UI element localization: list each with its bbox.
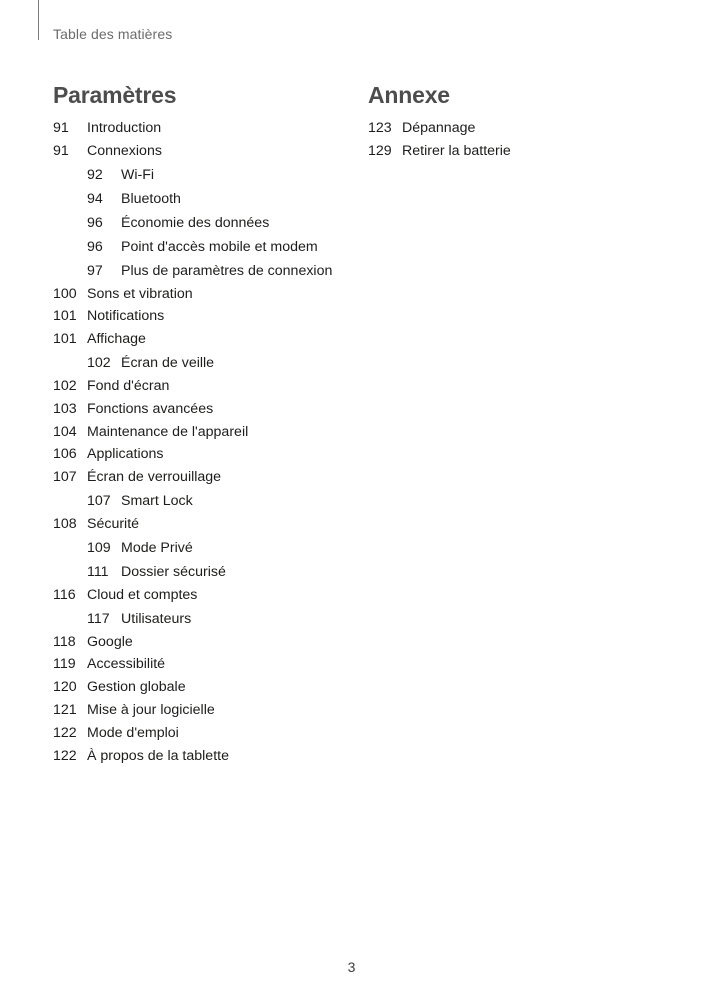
toc-page-number: 101 [53,308,77,325]
toc-entry[interactable] [53,117,353,140]
toc-label: Mode Privé [121,539,193,556]
toc-entry[interactable] [53,631,353,654]
toc-entry[interactable] [53,513,353,536]
toc-entry[interactable] [53,140,353,163]
toc-page-number: 101 [53,331,77,348]
toc-page-number: 120 [53,679,77,696]
toc-page-number: 121 [53,701,77,718]
toc-label: Point d'accès mobile et modem [121,238,318,255]
toc-page-number: 122 [53,747,77,764]
toc-page-number: 129 [368,142,392,159]
toc-list-parametres [53,117,353,767]
toc-entry[interactable] [368,117,668,140]
toc-entry[interactable] [53,443,353,466]
toc-label: Sons et vibration [87,285,193,302]
toc-subentry[interactable] [53,235,353,259]
toc-label: Gestion globale [87,679,186,696]
toc-label: Maintenance de l'appareil [87,423,249,440]
toc-page-number: 104 [53,423,77,440]
toc-label: Dossier sécurisé [121,563,226,580]
toc-subentry[interactable] [53,187,353,211]
toc-entry[interactable] [53,421,353,444]
toc-entry[interactable] [53,584,353,607]
toc-label: Google [87,633,133,650]
toc-label: Cloud et comptes [87,586,198,603]
toc-label: Dépannage [402,120,476,136]
toc-label: Mode d'emploi [87,724,179,741]
toc-label: Mise à jour logicielle [87,701,215,718]
toc-subentry[interactable] [53,211,353,235]
toc-label: Retirer la batterie [402,142,511,159]
annexe-section [368,80,668,163]
toc-entry[interactable] [53,398,353,421]
toc-page-number: 103 [53,400,77,417]
page-number: 3 [347,959,356,975]
toc-subentry[interactable] [53,489,353,513]
toc-page-number: 116 [53,586,76,603]
toc-label: Plus de paramètres de connexion [121,262,333,279]
toc-page-number: 102 [53,377,77,394]
toc-label: Connexions [87,142,162,159]
toc-label: Utilisateurs [121,610,192,627]
toc-subentry[interactable] [53,560,353,584]
toc-label: Smart Lock [121,492,193,509]
toc-entry[interactable] [53,699,353,722]
toc-entry[interactable] [53,722,353,745]
toc-page-number: 117 [87,610,110,627]
toc-subentry[interactable] [53,163,353,187]
toc-label: Bluetooth [121,190,181,207]
toc-subentry[interactable] [53,607,353,631]
parametres-section [53,80,353,767]
toc-subentry[interactable] [53,536,353,560]
toc-page-number: 108 [53,515,77,532]
toc-page-number: 107 [53,469,77,486]
toc-label: Écran de verrouillage [87,469,222,486]
toc-label: Sécurité [87,515,140,532]
toc-entry[interactable] [53,328,353,351]
toc-page-number: 109 [87,539,111,556]
section-title-annexe: Annexe [368,82,450,108]
toc-page-number: 94 [87,190,103,207]
toc-subentry[interactable] [53,351,353,375]
toc-page-number: 91 [53,120,69,136]
toc-page-number: 106 [53,446,77,463]
toc-entry[interactable] [53,653,353,676]
toc-list-annexe [368,117,668,163]
toc-page-number: 102 [87,354,111,371]
toc-page-number: 97 [87,262,103,279]
toc-entry[interactable] [53,466,353,489]
toc-page-number: 91 [53,142,69,159]
toc-page-number: 122 [53,724,77,741]
toc-page-number: 119 [53,656,76,673]
toc-page-number: 111 [87,563,109,580]
toc-label: Introduction [87,120,162,136]
toc-entry[interactable] [53,676,353,699]
toc-entry[interactable] [53,305,353,328]
section-title-parametres: Paramètres [53,82,177,108]
toc-label: Affichage [87,331,146,348]
toc-page-number: 96 [87,214,103,231]
running-header: Table des matières [53,26,173,42]
toc-entry[interactable] [53,745,353,768]
toc-page-number: 100 [53,285,77,302]
toc-label: À propos de la tablette [87,747,229,764]
toc-entry[interactable] [368,140,668,163]
toc-page-number: 118 [53,633,76,650]
toc-label: Fond d'écran [87,377,170,394]
toc-label: Wi-Fi [121,166,155,183]
toc-subentry[interactable] [53,259,353,283]
toc-label: Écran de veille [121,354,215,371]
header-rule [38,0,39,40]
toc-label: Notifications [87,308,165,325]
toc-label: Économie des données [121,214,270,231]
toc-page-number: 92 [87,166,103,183]
toc-entry[interactable] [53,375,353,398]
toc-page-number: 107 [87,492,111,509]
toc-page-number: 123 [368,120,392,136]
toc-label: Fonctions avancées [87,400,214,417]
toc-label: Applications [87,446,164,463]
toc-page-number: 96 [87,238,103,255]
toc-entry[interactable] [53,283,353,306]
toc-label: Accessibilité [87,656,166,673]
